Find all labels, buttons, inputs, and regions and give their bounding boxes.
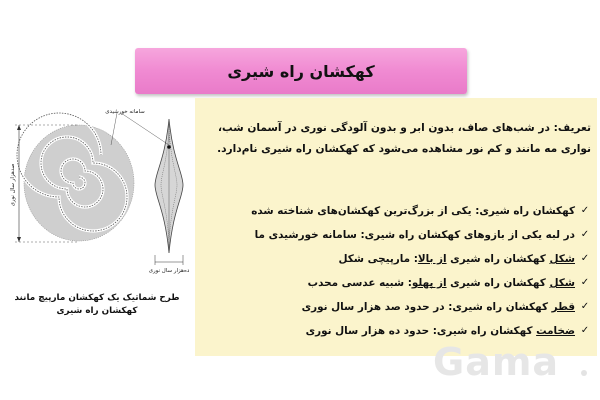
definition-text: تعریف: در شب‌های صاف، بدون ابر و بدون آلودگی نوری در آسمان شب، نواری مه مانند و کم نور مشاهده می‌شود که کهکشان راه شیری نام‌دارد.	[217, 122, 591, 155]
slide-title: کهکشان راه شیری	[227, 61, 375, 81]
bullet-list	[201, 199, 591, 343]
spiral-galaxy-side-view	[149, 119, 190, 274]
sun-marker-icon	[167, 145, 171, 149]
list-item: ✓ شکل کهکشان راه شیری از پهلو: شبیه عدسی محدب	[201, 271, 591, 295]
spiral-galaxy-top-view	[17, 113, 134, 241]
content-panel	[195, 98, 597, 356]
slide-title-bar	[135, 48, 467, 94]
illustration-caption: طرح شماتیک یک کهکشان مارپیچ مانند کهکشان راه شیری	[14, 293, 180, 316]
sun-system-label: سامانه خورشیدی	[105, 109, 145, 115]
list-item: ✓ شکل کهکشان راه شیری از بالا: مارپیچی شکل	[201, 247, 591, 271]
check-arrow-icon: ✓	[580, 301, 590, 312]
thickness-label: ده‌هزار سال نوری	[148, 268, 190, 274]
galaxy-diagram	[5, 105, 193, 285]
check-arrow-icon: ✓	[580, 325, 590, 336]
watermark: Gama	[433, 340, 560, 384]
list-item: ✓ کهکشان راه شیری: یکی از بزرگ‌ترین کهکشان‌های شناخته شده	[201, 199, 591, 223]
list-item: ✓ ضخامت کهکشان راه شیری: حدود ده هزار سال نوری	[201, 319, 591, 343]
diameter-label: صدهزار سال نوری	[10, 163, 16, 207]
check-arrow-icon: ✓	[580, 277, 590, 288]
galaxy-illustration	[5, 105, 193, 285]
watermark-dot-icon	[581, 370, 587, 376]
list-item: ✓ در لبه یکی از بازوهای کهکشان راه شیری: سامانه خورشیدی ما	[201, 223, 591, 247]
check-arrow-icon: ✓	[580, 229, 590, 240]
check-arrow-icon: ✓	[580, 253, 590, 264]
list-item: ✓ قطر کهکشان راه شیری: در حدود صد هزار سال نوری	[201, 295, 591, 319]
check-arrow-icon: ✓	[580, 205, 590, 216]
